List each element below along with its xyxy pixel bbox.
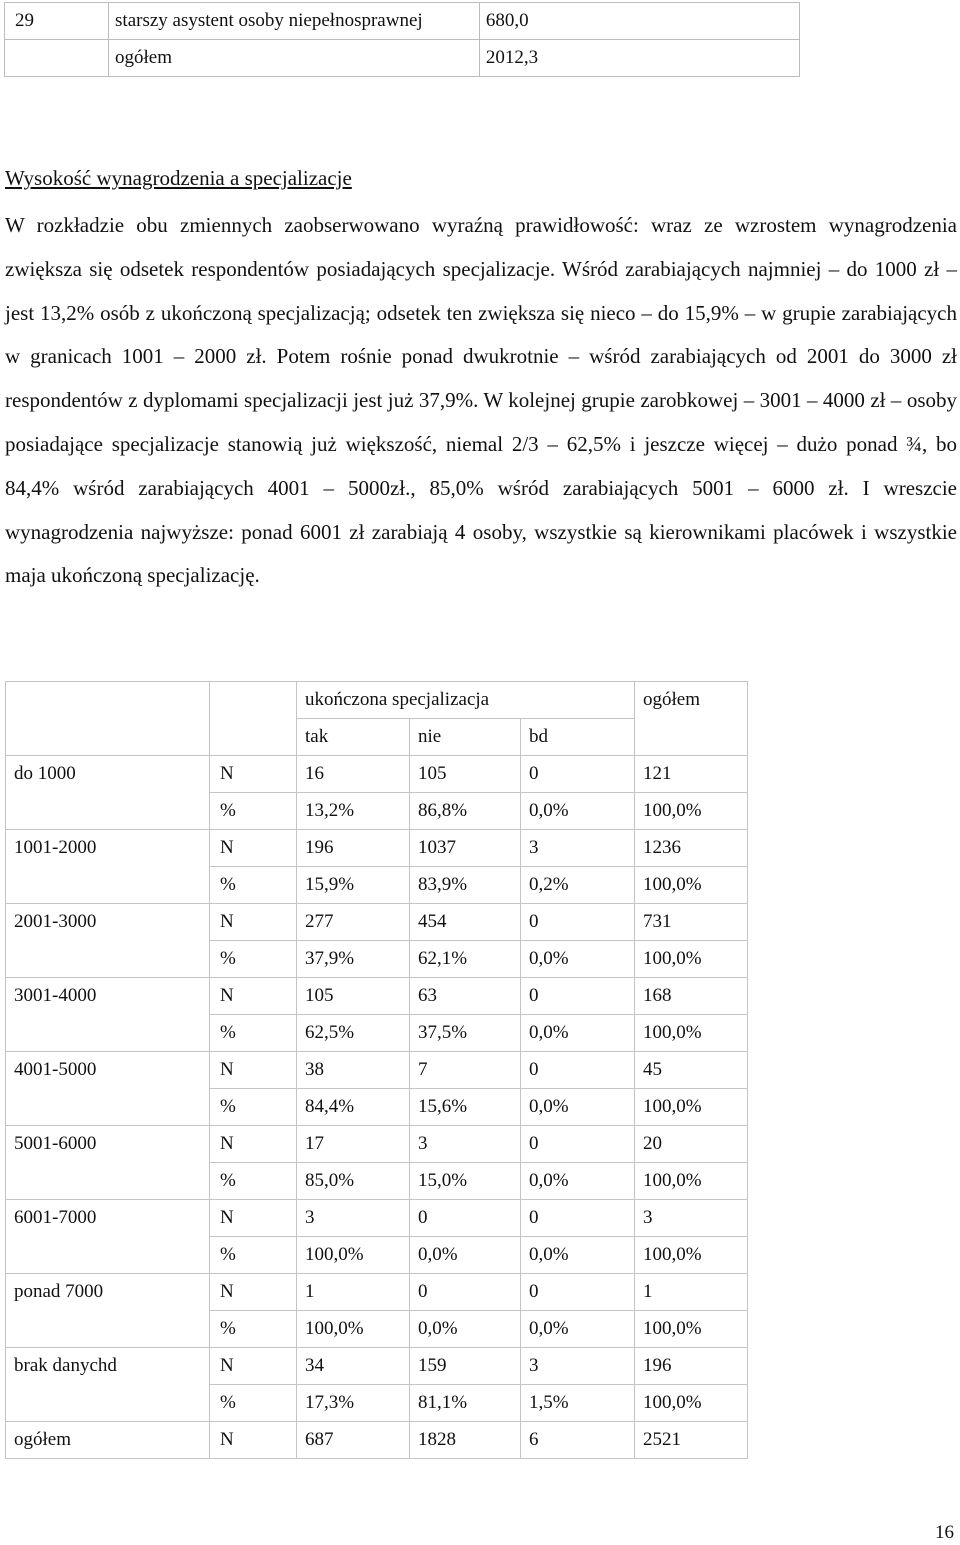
row-measure-label: N — [210, 1126, 297, 1163]
table-cell: 3 — [635, 1200, 748, 1237]
table-cell: 0,0% — [521, 1089, 635, 1126]
table-row — [6, 1163, 748, 1200]
table-cell: 86,8% — [410, 793, 521, 830]
table-cell: 0 — [521, 1052, 635, 1089]
table-row — [6, 941, 748, 978]
page-number: 16 — [935, 1522, 954, 1543]
table-row — [6, 904, 748, 941]
table-cell: 85,0% — [297, 1163, 410, 1200]
table-cell: 100,0% — [635, 1385, 748, 1422]
table-cell: 687 — [297, 1422, 410, 1459]
row-group-label: 5001-6000 — [6, 1126, 210, 1163]
table-cell: 100,0% — [635, 941, 748, 978]
total-row — [6, 1422, 748, 1459]
table-row — [6, 867, 748, 904]
row-group-empty — [6, 941, 210, 978]
table-row — [6, 1126, 748, 1163]
table-cell: ogółem — [109, 40, 480, 77]
table-row — [6, 1348, 748, 1385]
table-cell: 0 — [521, 978, 635, 1015]
table-row — [5, 3, 800, 40]
subheader-nodata: bd — [521, 719, 635, 756]
row-group-empty — [6, 867, 210, 904]
table-cell: 20 — [635, 1126, 748, 1163]
row-group-label: brak danychd — [6, 1348, 210, 1385]
table-cell: 3 — [410, 1126, 521, 1163]
table-cell: 105 — [410, 756, 521, 793]
row-measure-label: % — [210, 1089, 297, 1126]
table-cell: 1,5% — [521, 1385, 635, 1422]
header-row — [6, 682, 748, 719]
table-row — [5, 40, 800, 77]
header-empty-cell — [210, 682, 297, 719]
table-cell: 38 — [297, 1052, 410, 1089]
table-cell: 37,5% — [410, 1015, 521, 1052]
header-empty-cell — [210, 719, 297, 756]
table-cell — [5, 40, 109, 77]
salary-specialization-table — [5, 681, 748, 1459]
table-cell: 100,0% — [297, 1237, 410, 1274]
row-group-label: ogółem — [6, 1422, 210, 1459]
table-cell: 121 — [635, 756, 748, 793]
row-measure-label: % — [210, 1311, 297, 1348]
row-measure-label: N — [210, 978, 297, 1015]
table-cell: 0,0% — [410, 1311, 521, 1348]
row-measure-label: N — [210, 1200, 297, 1237]
row-group-empty — [6, 1311, 210, 1348]
table-cell: 0 — [521, 1200, 635, 1237]
row-group-label: 6001-7000 — [6, 1200, 210, 1237]
table-cell: 15,6% — [410, 1089, 521, 1126]
table-cell: 81,1% — [410, 1385, 521, 1422]
table-cell: 15,0% — [410, 1163, 521, 1200]
table-cell: 1236 — [635, 830, 748, 867]
table-cell: 1828 — [410, 1422, 521, 1459]
table-cell: 100,0% — [635, 1089, 748, 1126]
table-cell: 100,0% — [635, 1163, 748, 1200]
table-cell: starszy asystent osoby niepełnosprawnej — [109, 3, 480, 40]
table-cell: 100,0% — [635, 1015, 748, 1052]
row-measure-label: N — [210, 1348, 297, 1385]
table-cell: 680,0 — [479, 3, 799, 40]
table-cell: 1 — [297, 1274, 410, 1311]
row-measure-label: N — [210, 756, 297, 793]
table-row — [6, 1200, 748, 1237]
table-cell: 0,0% — [521, 1163, 635, 1200]
table-cell: 0,0% — [521, 941, 635, 978]
table-cell: 3 — [297, 1200, 410, 1237]
table-cell: 0 — [410, 1274, 521, 1311]
table-row — [6, 1385, 748, 1422]
table-row — [6, 1089, 748, 1126]
row-group-label: 3001-4000 — [6, 978, 210, 1015]
table-cell: 731 — [635, 904, 748, 941]
row-group-empty — [6, 793, 210, 830]
table-row — [6, 1015, 748, 1052]
table-cell: 6 — [521, 1422, 635, 1459]
row-measure-label: % — [210, 1163, 297, 1200]
table-cell: 17,3% — [297, 1385, 410, 1422]
row-measure-label: % — [210, 793, 297, 830]
section-heading: Wysokość wynagrodzenia a specjalizacje — [5, 166, 352, 190]
table-cell: 15,9% — [297, 867, 410, 904]
header-empty-cell — [6, 682, 210, 719]
header-empty-cell — [6, 719, 210, 756]
table-cell: 3 — [521, 830, 635, 867]
row-group-empty — [6, 1015, 210, 1052]
table-row — [6, 1311, 748, 1348]
table-cell: 45 — [635, 1052, 748, 1089]
table-cell: 0,0% — [410, 1237, 521, 1274]
table-cell: 17 — [297, 1126, 410, 1163]
table-cell: 1 — [635, 1274, 748, 1311]
row-group-label: 4001-5000 — [6, 1052, 210, 1089]
header-total: ogółem — [635, 682, 748, 719]
table-cell: 159 — [410, 1348, 521, 1385]
table-cell: 0,0% — [521, 1015, 635, 1052]
header-empty-cell — [635, 719, 748, 756]
row-group-empty — [6, 1163, 210, 1200]
row-measure-label: % — [210, 1385, 297, 1422]
table-cell: 0,0% — [521, 1237, 635, 1274]
table-row — [6, 1274, 748, 1311]
row-measure-label: % — [210, 1237, 297, 1274]
row-measure-label: N — [210, 830, 297, 867]
table-cell: 0 — [410, 1200, 521, 1237]
table-row — [6, 1052, 748, 1089]
table-cell: 34 — [297, 1348, 410, 1385]
table-row — [6, 978, 748, 1015]
subheader-yes: tak — [297, 719, 410, 756]
table-cell: 0,2% — [521, 867, 635, 904]
table-cell: 1037 — [410, 830, 521, 867]
table-cell: 168 — [635, 978, 748, 1015]
table-cell: 7 — [410, 1052, 521, 1089]
table-cell: 37,9% — [297, 941, 410, 978]
table-row — [6, 1237, 748, 1274]
table-cell: 2012,3 — [479, 40, 799, 77]
row-measure-label: N — [210, 1422, 297, 1459]
table-cell: 0 — [521, 904, 635, 941]
table-cell: 63 — [410, 978, 521, 1015]
table-cell: 100,0% — [297, 1311, 410, 1348]
row-measure-label: % — [210, 867, 297, 904]
row-group-label: 2001-3000 — [6, 904, 210, 941]
table-row — [6, 793, 748, 830]
subheader-row — [6, 719, 748, 756]
table-cell: 3 — [521, 1348, 635, 1385]
row-group-label: 1001-2000 — [6, 830, 210, 867]
row-measure-label: N — [210, 1274, 297, 1311]
table-cell: 0 — [521, 1274, 635, 1311]
table-cell: 0,0% — [521, 793, 635, 830]
row-group-empty — [6, 1089, 210, 1126]
table-cell: 16 — [297, 756, 410, 793]
row-measure-label: % — [210, 1015, 297, 1052]
table-cell: 277 — [297, 904, 410, 941]
table-cell: 83,9% — [410, 867, 521, 904]
table-cell: 0 — [521, 756, 635, 793]
table-cell: 0 — [521, 1126, 635, 1163]
table-cell: 100,0% — [635, 793, 748, 830]
top-table — [4, 2, 800, 77]
table-cell: 105 — [297, 978, 410, 1015]
header-specialization: ukończona specjalizacja — [297, 682, 635, 719]
table-row — [6, 830, 748, 867]
row-group-label: do 1000 — [6, 756, 210, 793]
table-cell: 454 — [410, 904, 521, 941]
table-cell: 13,2% — [297, 793, 410, 830]
table-cell: 0,0% — [521, 1311, 635, 1348]
row-group-empty — [6, 1237, 210, 1274]
table-cell: 62,1% — [410, 941, 521, 978]
row-group-empty — [6, 1385, 210, 1422]
table-cell: 196 — [635, 1348, 748, 1385]
table-cell: 29 — [5, 3, 109, 40]
section-paragraph: W rozkładzie obu zmiennych zaobserwowano wyraźną prawidłowość: wraz ze wzrostem wynagrodzenia zwiększa się odsetek respondentów posiadających specjalizacje. Wśród zarabiających najmniej – do 1000 zł – jest 13,2% osób z ukończoną specjalizacją; odsetek ten zwiększa się nieco – do 15,9% – w grupie zarabiających w granicach 1001 – 2000 zł. Potem rośnie ponad dwukrotnie – wśród zarabiających od 2001 do 3000 zł respondentów z dyplomami specjalizacji jest już 37,9%. W kolejnej grupie zarobkowej – 3001 – 4000 zł – osoby posiadające specjalizacje stanowią już większość, niemal 2/3 – 62,5% i jeszcze więcej – dużo ponad ¾, bo 84,4% wśród zarabiających 4001 – 5000zł., 85,0% wśród zarabiających 5001 – 6000 zł. I wreszcie wynagrodzenia najwyższe: ponad 6001 zł zarabiają 4 osoby, wszystkie są kierownikami placówek i wszystkie maja ukończoną specjalizację. — [5, 213, 957, 588]
table-cell: 62,5% — [297, 1015, 410, 1052]
table-cell: 100,0% — [635, 1311, 748, 1348]
row-measure-label: N — [210, 1052, 297, 1089]
table-cell: 2521 — [635, 1422, 748, 1459]
row-measure-label: % — [210, 941, 297, 978]
row-measure-label: N — [210, 904, 297, 941]
row-group-label: ponad 7000 — [6, 1274, 210, 1311]
table-cell: 196 — [297, 830, 410, 867]
table-cell: 100,0% — [635, 867, 748, 904]
table-cell: 100,0% — [635, 1237, 748, 1274]
subheader-no: nie — [410, 719, 521, 756]
table-cell: 84,4% — [297, 1089, 410, 1126]
table-row — [6, 756, 748, 793]
